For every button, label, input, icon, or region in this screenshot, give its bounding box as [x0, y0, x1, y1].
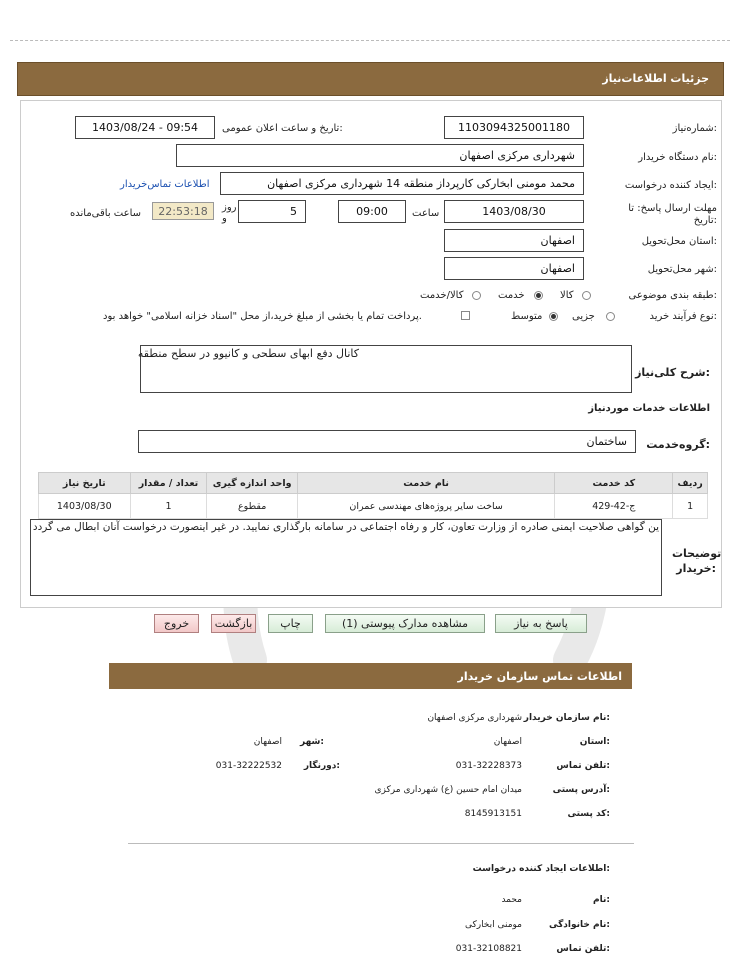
- address-value: میدان امام حسین (ع) شهرداری مرکزی: [374, 785, 522, 795]
- need-number-label: شماره‌نیاز:: [672, 123, 717, 134]
- summary-label: شرح کلی‌نیاز:: [635, 366, 710, 379]
- contact-divider: [128, 843, 634, 844]
- exit-button[interactable]: خروج: [154, 614, 199, 633]
- process-partial-label: جزیی: [572, 311, 595, 322]
- creator-name-label: نام:: [593, 895, 610, 905]
- fax-value: 031-32222532: [215, 761, 282, 771]
- creator-family-label: نام خانوادگی:: [548, 920, 610, 930]
- category-goods-label: کالا: [560, 290, 574, 301]
- category-service-label: خدمت: [498, 290, 525, 301]
- phone-value: 031-32228373: [455, 761, 522, 771]
- creator-phone-value: 031-32108821: [455, 944, 522, 954]
- print-button[interactable]: چاپ: [268, 614, 313, 633]
- services-table: [38, 472, 708, 519]
- table-header-row: [39, 473, 708, 494]
- attachments-button[interactable]: مشاهده مدارک پیوستی (1): [325, 614, 485, 633]
- announce-label: تاریخ و ساعت اعلان عمومی:: [222, 123, 343, 134]
- col-need-date: تاریخ نیاز: [39, 473, 131, 494]
- phone-label: تلفن تماس:: [556, 761, 610, 771]
- postal-label: کد پستی:: [567, 809, 610, 819]
- days-label: روز و: [222, 202, 237, 224]
- cell-row: 1: [673, 494, 708, 519]
- deadline-date-field[interactable]: 1403/08/30: [444, 200, 584, 223]
- cell-unit: مقطوع: [207, 494, 297, 519]
- category-label: طبقه بندی موضوعی:: [628, 290, 717, 301]
- cell-need-date: 1403/08/30: [39, 494, 131, 519]
- deadline-time-field[interactable]: 09:00: [338, 200, 406, 223]
- days-field: 5: [238, 200, 306, 223]
- category-both-label: کالا/خدمت: [420, 290, 464, 301]
- category-both-radio[interactable]: [472, 291, 481, 300]
- buyer-contact-link[interactable]: اطلاعات تماس‌خریدار: [120, 179, 210, 190]
- contact-province-value: اصفهان: [493, 737, 522, 747]
- deadline-time-label: ساعت: [412, 208, 440, 219]
- top-divider: [10, 40, 730, 41]
- process-medium-radio[interactable]: [549, 312, 558, 321]
- group-field: ساختمان: [138, 430, 636, 453]
- reply-button[interactable]: پاسخ به نیاز: [495, 614, 587, 633]
- contact-title: اطلاعات تماس سازمان خریدار: [457, 670, 622, 683]
- contact-header: [109, 663, 632, 689]
- city-label: شهر محل‌تحویل:: [647, 264, 717, 275]
- back-button[interactable]: بازگشت: [211, 614, 256, 633]
- col-row: ردیف: [673, 473, 708, 494]
- contact-province-label: استان:: [579, 737, 610, 747]
- creator-field: محمد مومنی ابخارکی کارپرداز منطقه 14 شهرداری مرکزی اصفهان: [220, 172, 584, 195]
- buyer-notes-textarea: [30, 519, 662, 596]
- category-service-radio[interactable]: [534, 291, 543, 300]
- col-service-name: نام خدمت: [297, 473, 555, 494]
- creator-name-value: محمد: [501, 895, 522, 905]
- announce-field: 1403/08/24 - 09:54: [75, 116, 215, 139]
- buyer-notes-text: ین گواهی صلاحیت ایمنی صادره از وزارت تعاون، کار و رفاه اجتماعی در سامانه بارگذاری نمایید. در غیر اینصورت درخواست آنان ابطال می گردد: [32, 521, 659, 533]
- group-label: گروه‌خدمت:: [646, 438, 710, 451]
- contact-city-value: اصفهان: [253, 737, 282, 747]
- cell-service-code: ج-42-429: [555, 494, 673, 519]
- process-partial-radio[interactable]: [606, 312, 615, 321]
- creator-label: ایجاد کننده درخواست:: [624, 180, 717, 191]
- creator-phone-label: تلفن تماس:: [556, 944, 610, 954]
- creator-family-value: مومنی ابخارکی: [464, 920, 522, 930]
- buyer-org-label: نام دستگاه خریدار:: [638, 152, 717, 163]
- buyer-org-field: شهرداری مرکزی اصفهان: [176, 144, 584, 167]
- org-value: شهرداری مرکزی اصفهان: [427, 713, 522, 723]
- col-unit: واحد اندازه گیری: [207, 473, 297, 494]
- deadline-label: مهلت ارسال پاسخ: تا تاریخ:: [628, 203, 717, 226]
- postal-value: 8145913151: [464, 809, 522, 819]
- services-title: اطلاعات خدمات موردنیاز: [588, 403, 710, 414]
- remaining-label: ساعت باقی‌مانده: [70, 208, 142, 219]
- treasury-checkbox[interactable]: [461, 311, 470, 320]
- province-field: اصفهان: [444, 229, 584, 252]
- province-label: استان محل‌تحویل:: [641, 236, 717, 247]
- summary-textarea: [137, 345, 632, 393]
- need-number-field: 1103094325001180: [444, 116, 584, 139]
- buyer-notes-label: توضیحات خریدار:: [672, 547, 722, 575]
- creator-info-title: اطلاعات ایجاد کننده درخواست:: [472, 864, 610, 874]
- payment-note: پرداخت تمام یا بخشی از مبلغ خرید،از محل "اسناد خزانه اسلامی" خواهد بود.: [103, 311, 422, 322]
- process-label: نوع فرآیند خرید:: [649, 311, 717, 322]
- fax-label: دورنگار:: [303, 761, 340, 771]
- page-title: جزئیات اطلاعات‌نیاز: [602, 72, 709, 85]
- org-label: نام سازمان خریدار:: [523, 713, 610, 723]
- remaining-timer: 22:53:18: [152, 202, 214, 220]
- col-quantity: تعداد / مقدار: [130, 473, 207, 494]
- summary-text: کانال دفع ابهای سطحی و کانیوو در سطح منطقه: [137, 347, 359, 360]
- page-header: [17, 62, 724, 96]
- cell-quantity: 1: [130, 494, 207, 519]
- address-label: آدرس پستی:: [552, 785, 610, 795]
- table-row: [39, 494, 708, 519]
- contact-city-label: شهر:: [300, 737, 324, 747]
- process-medium-label: متوسط: [511, 311, 543, 322]
- col-service-code: کد خدمت: [555, 473, 673, 494]
- category-goods-radio[interactable]: [582, 291, 591, 300]
- cell-service-name: ساخت سایر پروژه‌های مهندسی عمران: [297, 494, 555, 519]
- city-field: اصفهان: [444, 257, 584, 280]
